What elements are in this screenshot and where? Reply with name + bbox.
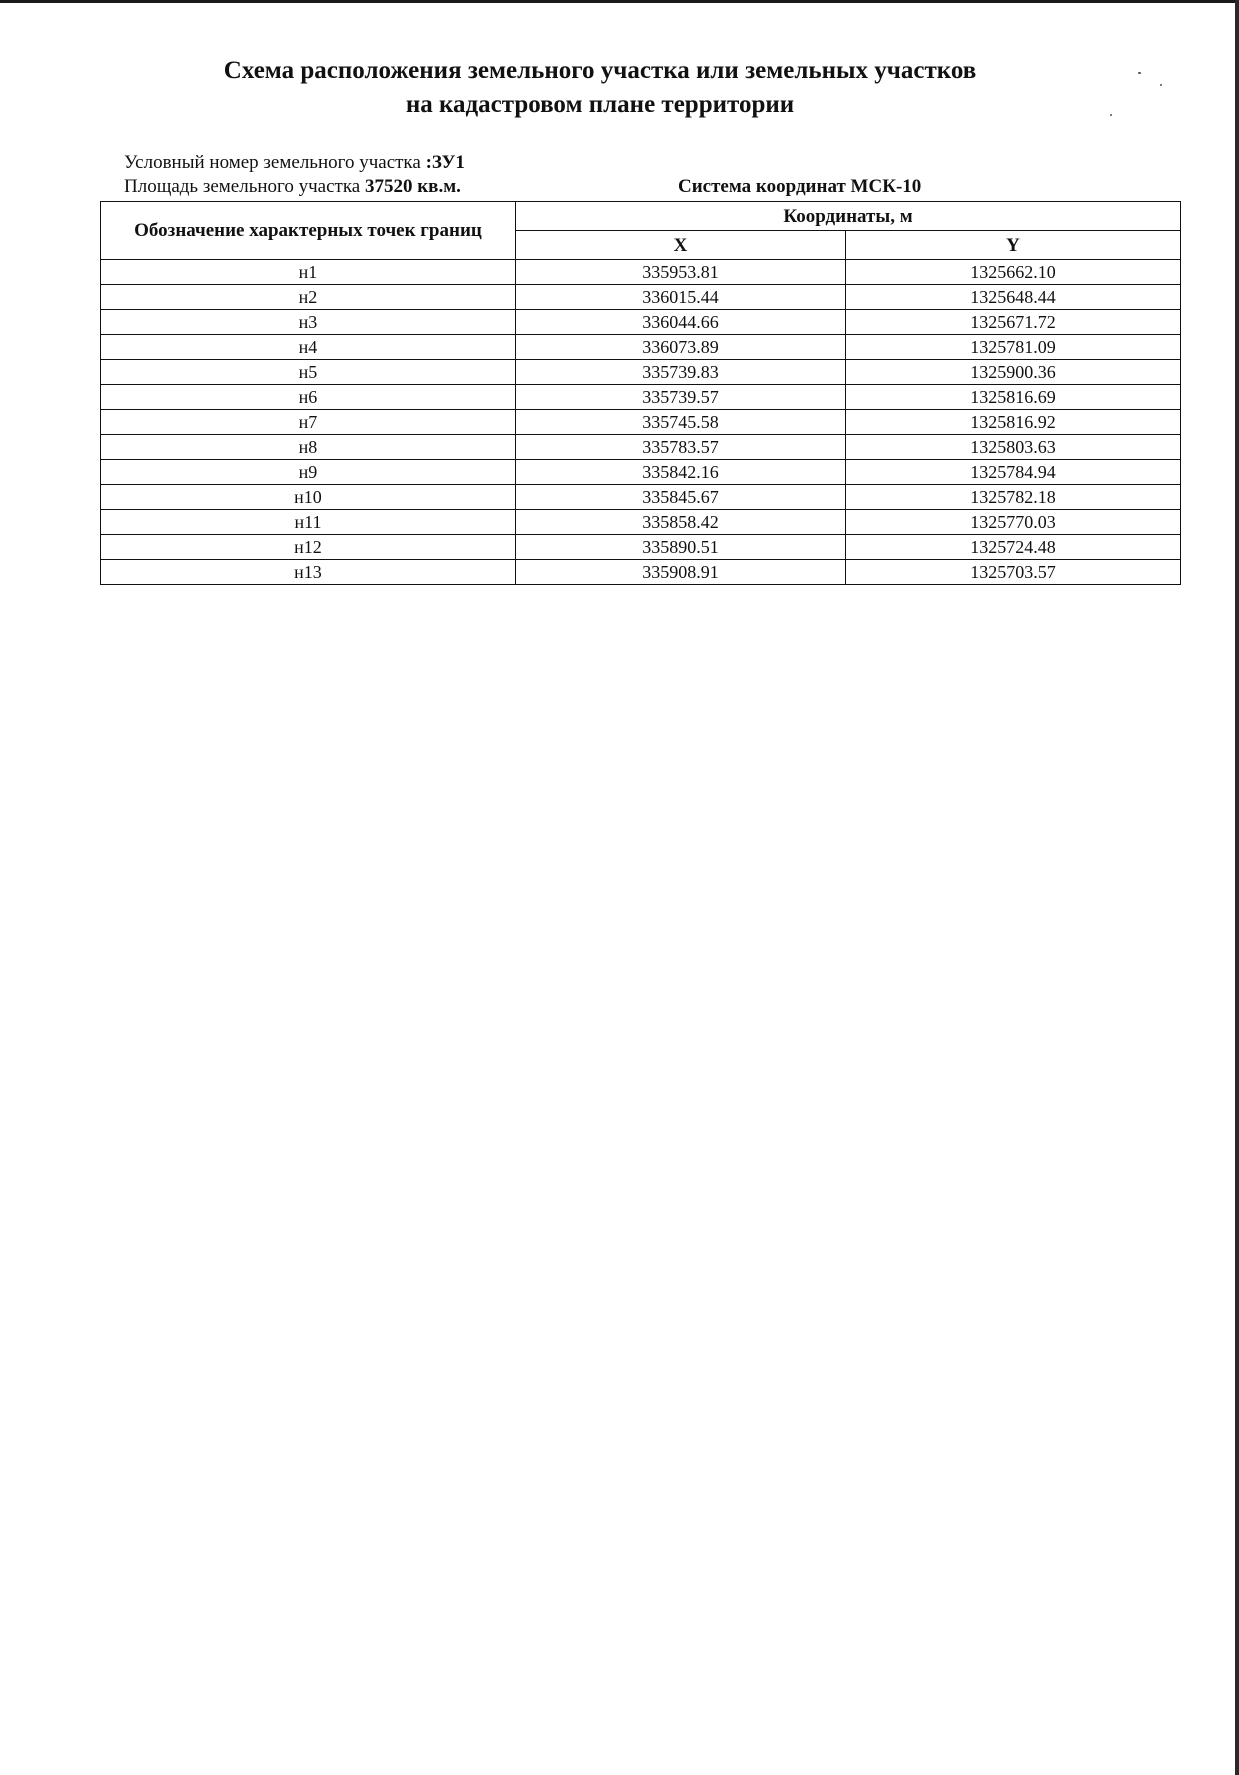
cell-x: 336015.44 [516, 285, 846, 310]
cell-y: 1325816.92 [846, 410, 1181, 435]
cell-x: 335890.51 [516, 535, 846, 560]
cell-y: 1325703.57 [846, 560, 1181, 585]
table-row [101, 385, 1181, 410]
header-x: X [516, 231, 846, 260]
table-row [101, 435, 1181, 460]
table-row [101, 560, 1181, 585]
cell-y: 1325900.36 [846, 360, 1181, 385]
cell-point: н8 [101, 435, 516, 460]
plot-area-label: Площадь земельного участка [124, 176, 365, 197]
plot-area-value: 37520 кв.м. [364, 176, 461, 197]
cell-x: 335842.16 [516, 460, 846, 485]
table-row [101, 535, 1181, 560]
plot-number-value: :ЗУ1 [425, 152, 465, 173]
table-row [101, 510, 1181, 535]
scan-speck [1110, 114, 1112, 116]
cell-x: 335953.81 [516, 260, 846, 285]
table-row [101, 335, 1181, 360]
table-row [101, 410, 1181, 435]
table-row [101, 485, 1181, 510]
cell-y: 1325724.48 [846, 535, 1181, 560]
cell-point: н3 [101, 310, 516, 335]
coordinates-table [100, 201, 1181, 585]
cell-x: 335908.91 [516, 560, 846, 585]
table-row [101, 310, 1181, 335]
scan-edge-right [1235, 0, 1239, 1775]
cell-y: 1325671.72 [846, 310, 1181, 335]
cell-point: н4 [101, 335, 516, 360]
page-title-line-1: Схема расположения земельного участка или земельных участков [223, 57, 977, 84]
page-title-line-2: на кадастровом плане территории [405, 91, 795, 118]
cell-point: н7 [101, 410, 516, 435]
cell-x: 336044.66 [516, 310, 846, 335]
cell-point: н9 [101, 460, 516, 485]
table-row [101, 285, 1181, 310]
page-title [100, 54, 1100, 122]
plot-number-label: Условный номер земельного участка [124, 152, 426, 173]
cell-x: 335845.67 [516, 485, 846, 510]
cell-point: н2 [101, 285, 516, 310]
plot-number-line [124, 152, 465, 174]
table-row [101, 260, 1181, 285]
scan-speck [1160, 84, 1162, 86]
cell-y: 1325803.63 [846, 435, 1181, 460]
cell-x: 336073.89 [516, 335, 846, 360]
header-point-designation: Обозначение характерных точек границ [101, 202, 516, 260]
cell-y: 1325770.03 [846, 510, 1181, 535]
cell-y: 1325784.94 [846, 460, 1181, 485]
cell-x: 335739.57 [516, 385, 846, 410]
cell-point: н1 [101, 260, 516, 285]
cell-y: 1325781.09 [846, 335, 1181, 360]
cell-y: 1325662.10 [846, 260, 1181, 285]
header-coordinates: Координаты, м [516, 202, 1181, 231]
cell-point: н12 [101, 535, 516, 560]
cell-x: 335783.57 [516, 435, 846, 460]
plot-area-line [124, 176, 461, 198]
cell-point: н11 [101, 510, 516, 535]
table-row [101, 460, 1181, 485]
scan-speck [1138, 72, 1141, 74]
header-y: Y [846, 231, 1181, 260]
cell-y: 1325648.44 [846, 285, 1181, 310]
coordinates-table-body [101, 260, 1181, 585]
coordinate-system: Система координат МСК-10 [678, 176, 922, 197]
cell-point: н5 [101, 360, 516, 385]
cell-y: 1325782.18 [846, 485, 1181, 510]
scan-edge-top [0, 0, 1239, 3]
cell-y: 1325816.69 [846, 385, 1181, 410]
cell-point: н6 [101, 385, 516, 410]
cell-x: 335745.58 [516, 410, 846, 435]
cell-x: 335739.83 [516, 360, 846, 385]
cell-point: н10 [101, 485, 516, 510]
cell-point: н13 [101, 560, 516, 585]
table-row [101, 360, 1181, 385]
cell-x: 335858.42 [516, 510, 846, 535]
